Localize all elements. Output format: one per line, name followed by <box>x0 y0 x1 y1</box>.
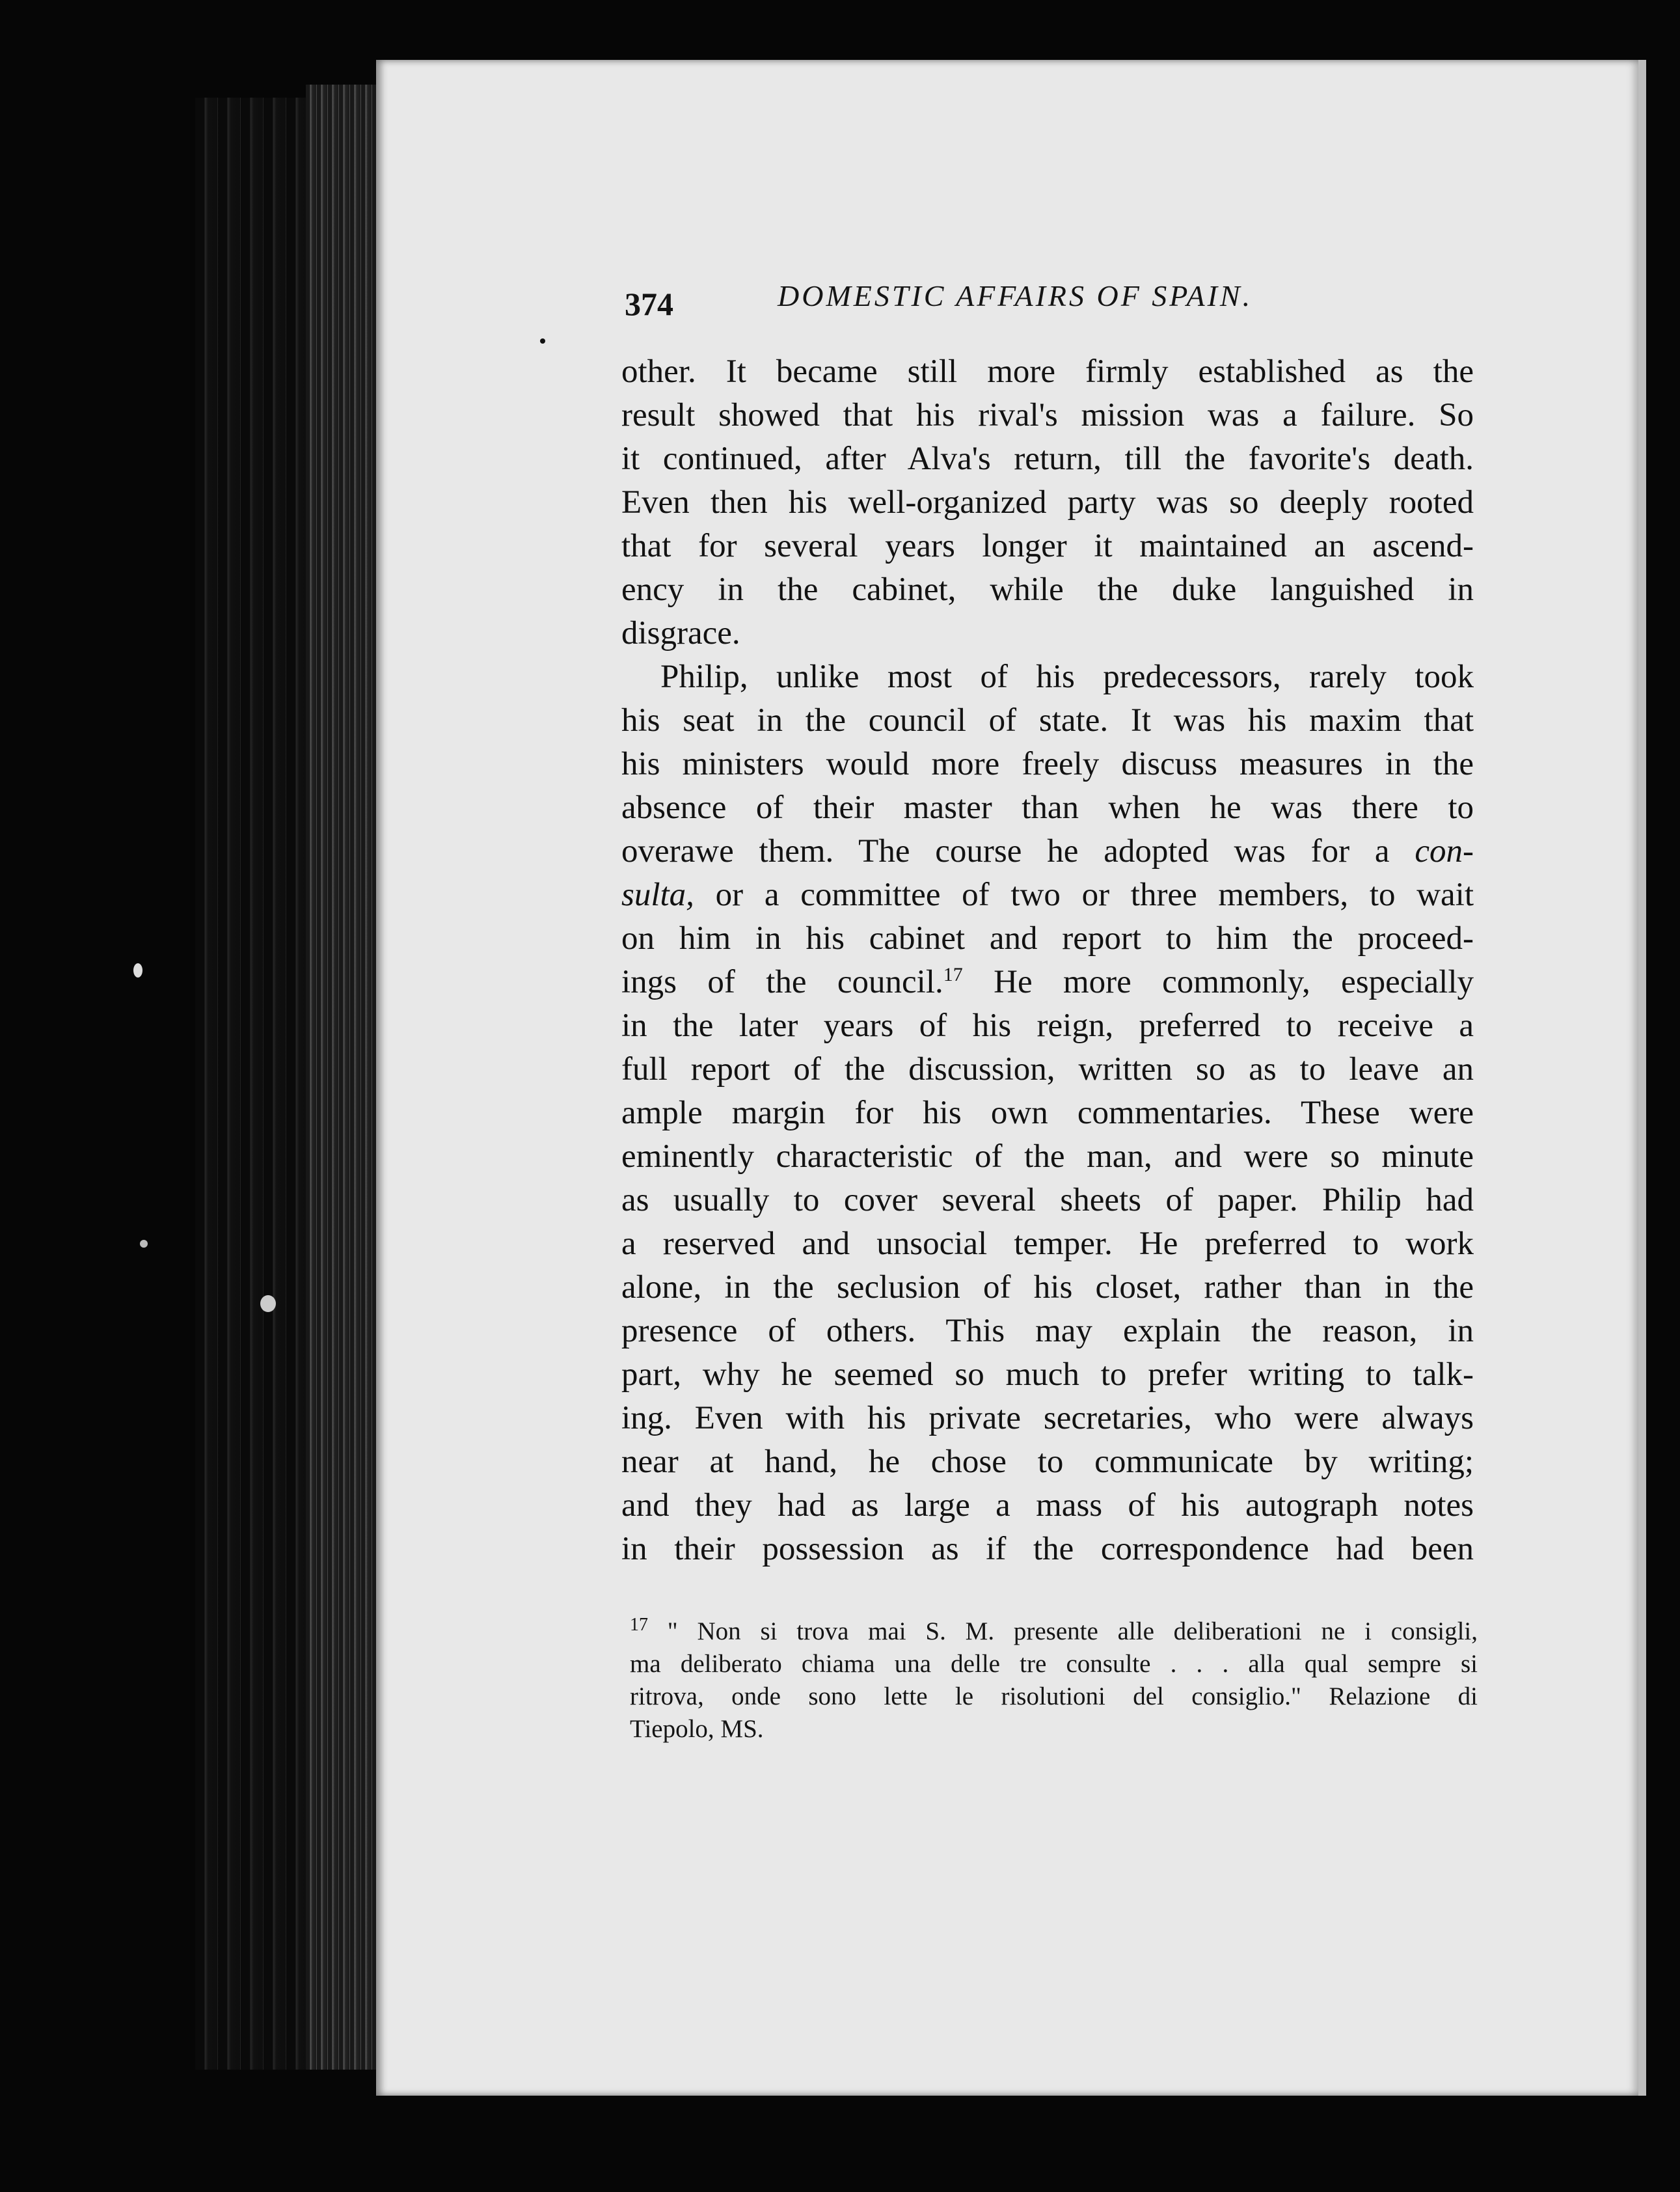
text-line: ing. Even with his private secretaries, who were always <box>621 1400 1474 1436</box>
page-right-margin-band <box>1638 60 1646 2096</box>
text-line: ample margin for his own commentaries. These were <box>621 1095 1474 1131</box>
text-line: that for several years longer it maintained an ascend- <box>621 528 1474 564</box>
text-line: as usually to cover several sheets of paper. Philip had <box>621 1182 1474 1218</box>
text-line: part, why he seemed so much to prefer writing to talk- <box>621 1356 1474 1393</box>
scan-speck <box>133 963 142 978</box>
page-header <box>625 279 1327 337</box>
footnote <box>630 1615 1478 1746</box>
text-line: eminently characteristic of the man, and were so minute <box>621 1138 1474 1175</box>
scan-speck <box>140 1240 148 1248</box>
text-line: disgrace. <box>621 615 740 651</box>
footnote-line: ma deliberato chiama una delle tre consulte . . . alla qual sempre si <box>630 1650 1478 1678</box>
text-line: full report of the discussion, written so as to leave an <box>621 1051 1474 1088</box>
footnote-number: 17 <box>630 1615 648 1635</box>
text-segment: or a committee of two or three members, to wait <box>715 877 1474 913</box>
body-text <box>621 350 1474 1571</box>
text-line: and they had as large a mass of his autograph notes <box>621 1487 1474 1524</box>
text-segment: He more commonly, especially <box>994 964 1474 1000</box>
footnote-line <box>630 1615 1478 1648</box>
scan-speck <box>540 338 545 344</box>
text-line: alone, in the seclusion of his closet, rather than in the <box>621 1269 1474 1306</box>
text-line: result showed that his rival's mission was a failure. So <box>621 397 1474 433</box>
text-line: presence of others. This may explain the reason, in <box>621 1313 1474 1349</box>
text-line: Philip, unlike most of his predecessors, rarely took <box>660 659 1474 695</box>
text-line: his seat in the council of state. It was his maxim that <box>621 702 1474 739</box>
text-line: in the later years of his reign, preferred to receive a <box>621 1007 1474 1044</box>
text-line: his ministers would more freely discuss measures in the <box>621 746 1474 782</box>
text-line: near at hand, he chose to communicate by writing; <box>621 1444 1474 1480</box>
text-line: it continued, after Alva's return, till the favorite's death. <box>621 441 1474 477</box>
text-line: Even then his well-organized party was so deeply rooted <box>621 484 1474 521</box>
scan-speck <box>260 1295 276 1312</box>
footnote-line: Tiepolo, MS. <box>630 1715 764 1743</box>
text-line: in their possession as if the correspondence had been <box>621 1531 1474 1567</box>
footnote-reference: 17 <box>943 964 963 985</box>
text-line-with-footnote-ref <box>621 961 1474 1004</box>
text-line-with-italic <box>621 830 1474 873</box>
text-line: on him in his cabinet and report to him the proceed- <box>621 920 1474 957</box>
text-line: other. It became still more firmly established as the <box>621 353 1474 390</box>
text-line-with-italic <box>621 873 1474 917</box>
page-edges-inner <box>306 85 377 2070</box>
text-line: absence of their master than when he was there to <box>621 789 1474 826</box>
running-head: DOMESTIC AFFAIRS OF SPAIN. <box>778 279 1253 312</box>
footnote-text: " Non si trova mai S. M. presente alle deliberationi ne i consigli, <box>667 1617 1478 1645</box>
text-line: a reserved and unsocial temper. He preferred to work <box>621 1226 1474 1262</box>
text-line: ency in the cabinet, while the duke languished in <box>621 571 1474 608</box>
text-segment: ings of the council. <box>621 964 943 1000</box>
italic-word: con- <box>1415 833 1474 870</box>
footnote-line: ritrova, onde sono lette le risolutioni del consiglio." Relazione di <box>630 1682 1478 1710</box>
text-segment: overawe them. The course he adopted was for a <box>621 833 1390 870</box>
italic-word: sulta, <box>621 877 694 913</box>
page-number: 374 <box>625 286 673 322</box>
